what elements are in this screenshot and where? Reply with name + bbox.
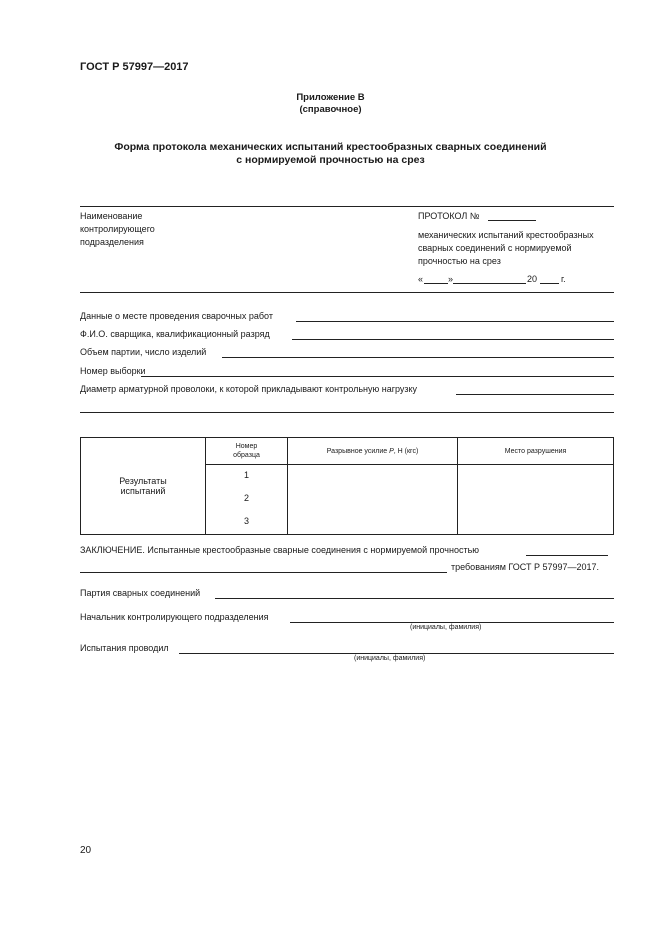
col-header-sample bbox=[206, 438, 288, 465]
sample-number-label: Номер выборки bbox=[80, 366, 146, 376]
col-sample-line-1: Номер bbox=[235, 443, 258, 450]
protocol-description bbox=[418, 229, 594, 268]
date-year-prefix: 20 bbox=[527, 274, 538, 284]
conclusion-text: ЗАКЛЮЧЕНИЕ. Испытанные крестообразные сварные соединения с нормируемой прочностью bbox=[80, 545, 480, 555]
department-head-signature-field[interactable] bbox=[290, 622, 614, 623]
form-title bbox=[0, 141, 661, 167]
department-head-label: Начальник контролирующего подразделения bbox=[80, 612, 269, 622]
protocol-number-label: ПРОТОКОЛ № bbox=[418, 211, 480, 221]
sample-1: 1 bbox=[243, 470, 249, 480]
department-line-2: контролирующего bbox=[80, 224, 155, 234]
form-title-line-2: с нормируемой прочностью на срез bbox=[236, 154, 425, 166]
protocol-date bbox=[418, 273, 618, 287]
col-force-variable: P bbox=[389, 447, 394, 455]
results-label-line-1: Результаты bbox=[119, 476, 167, 486]
date-year-field[interactable] bbox=[540, 283, 559, 284]
welder-field[interactable] bbox=[292, 339, 614, 340]
protocol-line-3: прочностью на срез bbox=[418, 256, 501, 266]
date-day-field[interactable] bbox=[424, 283, 448, 284]
department-line-1: Наименование bbox=[80, 211, 143, 221]
col-sample-line-2: образца bbox=[233, 452, 260, 459]
protocol-line-2: сварных соединений с нормируемой bbox=[418, 243, 572, 253]
wire-diameter-field-continued[interactable] bbox=[80, 412, 614, 413]
sample-numbers-cell bbox=[206, 465, 288, 535]
date-close-quote: » bbox=[448, 274, 454, 284]
tester-hint: (инициалы, фамилия) bbox=[354, 655, 426, 662]
sample-3: 3 bbox=[243, 516, 249, 526]
appendix-title: Приложение В bbox=[296, 92, 365, 103]
date-year-suffix: г. bbox=[561, 274, 566, 284]
date-open-quote: « bbox=[418, 274, 424, 284]
results-header-row bbox=[81, 438, 614, 465]
appendix-heading bbox=[0, 92, 661, 116]
protocol-number-field[interactable] bbox=[488, 220, 536, 221]
col-force-suffix: , Н (кгс) bbox=[393, 447, 419, 455]
welder-label: Ф.И.О. сварщика, квалификационный разряд bbox=[80, 329, 270, 339]
place-label: Данные о месте проведения сварочных работ bbox=[80, 311, 273, 321]
department-name-label bbox=[80, 210, 155, 249]
header-bottom-rule bbox=[80, 292, 614, 293]
col-header-break-location: Место разрушения bbox=[458, 438, 614, 465]
conclusion-field-continued[interactable] bbox=[80, 572, 447, 573]
wire-diameter-label: Диаметр арматурной проволоки, к которой прикладывают контрольную нагрузку bbox=[80, 384, 418, 394]
form-title-line-1: Форма протокола механических испытаний крестообразных сварных соединений bbox=[114, 141, 547, 153]
conclusion-field[interactable] bbox=[526, 555, 608, 556]
sample-number-field[interactable] bbox=[141, 376, 614, 377]
protocol-line-1: механических испытаний крестообразных bbox=[418, 230, 594, 240]
appendix-type: (справочное) bbox=[299, 104, 362, 115]
conclusion-requirements: требованиям ГОСТ Р 57997—2017. bbox=[451, 562, 600, 572]
department-head-hint: (инициалы, фамилия) bbox=[410, 624, 482, 631]
col-force-prefix: Разрывное усилие bbox=[326, 447, 390, 455]
tester-label: Испытания проводил bbox=[80, 643, 169, 653]
batch-volume-field[interactable] bbox=[222, 357, 614, 358]
col-header-force bbox=[288, 438, 458, 465]
top-rule bbox=[80, 206, 614, 207]
sample-2: 2 bbox=[243, 493, 249, 503]
place-field[interactable] bbox=[296, 321, 614, 322]
batch-volume-label: Объем партии, число изделий bbox=[80, 347, 207, 357]
document-header: ГОСТ Р 57997—2017 bbox=[80, 61, 189, 73]
tester-signature-field[interactable] bbox=[179, 653, 614, 654]
department-line-3: подразделения bbox=[80, 237, 144, 247]
break-location-cell[interactable] bbox=[458, 465, 614, 535]
weld-batch-field[interactable] bbox=[215, 598, 614, 599]
wire-diameter-field[interactable] bbox=[456, 394, 614, 395]
results-row-label bbox=[81, 438, 206, 535]
page-number: 20 bbox=[80, 845, 92, 856]
weld-batch-label: Партия сварных соединений bbox=[80, 588, 201, 598]
results-label-line-2: испытаний bbox=[120, 486, 166, 496]
force-values-cell[interactable] bbox=[288, 465, 458, 535]
results-table bbox=[80, 437, 614, 535]
date-month-field[interactable] bbox=[453, 283, 526, 284]
